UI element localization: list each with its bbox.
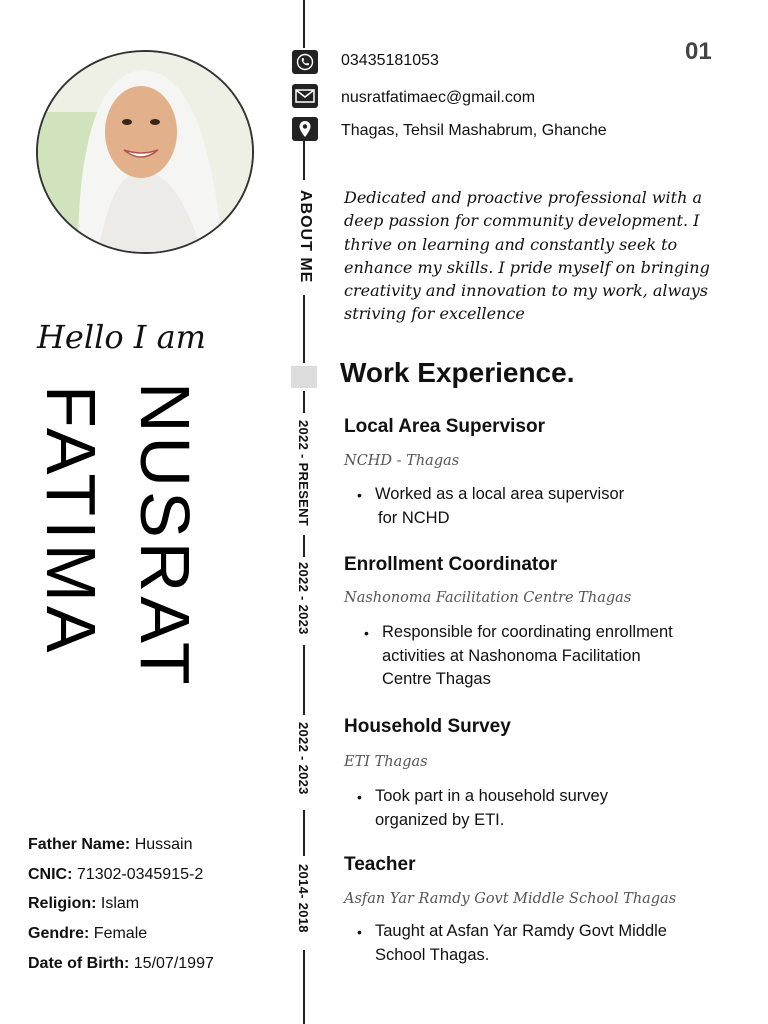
job-organization: NCHD - Thagas [344,453,460,469]
info-cnic: CNIC: 71302-0345915-2 [28,866,204,883]
bullet: • [357,924,362,940]
job-description: Worked as a local area supervisor for NCHD [375,485,625,527]
contact-email: nusratfatimaec@gmail.com [341,89,536,106]
bullet: • [364,625,369,641]
timeline-line [303,391,305,413]
info-religion: Religion: Islam [28,895,140,912]
timeline-line [303,0,305,48]
period-label: 2022 - PRESENT [296,420,311,527]
timeline-line [303,810,305,856]
section-marker [291,366,317,388]
info-date-of-birth: Date of Birth: 15/07/1997 [28,955,214,972]
timeline-line [303,295,305,363]
period-label: 2014- 2018 [296,864,311,933]
bullet: • [357,789,362,805]
period-label: 2022 - 2023 [296,722,311,795]
job-title: Household Survey [344,716,511,737]
about-me-label: ABOUT ME [297,190,314,284]
info-gender: Gendre: Female [28,925,148,942]
work-experience-title: Work Experience. [340,357,575,388]
first-name: NUSRAT [126,382,204,689]
about-me-text: Dedicated and proactive professional with a deep passion for community development. I thrive on learning and constantly seek to enhance my skills. I pride myself on bringing creativity and innovation to my work, always striving for excellence [344,188,710,324]
email-icon [292,84,318,108]
profile-photo [36,50,254,254]
info-father-name: Father Name: Hussain [28,836,193,853]
job-organization: Asfan Yar Ramdy Govt Middle School Thagas [344,891,677,907]
job-description: Took part in a household survey organized by ETI. [375,787,608,829]
job-organization: Nashonoma Facilitation Centre Thagas [344,590,632,606]
contact-address: Thagas, Tehsil Mashabrum, Ghanche [341,122,607,139]
job-title: Teacher [344,854,416,875]
location-icon [292,117,318,141]
period-label: 2022 - 2023 [296,562,311,635]
timeline-line [303,950,305,1024]
job-organization: ETI Thagas [344,754,428,770]
job-description: Taught at Asfan Yar Ramdy Govt Middle School Thagas. [375,922,667,964]
phone-icon [292,50,318,74]
greeting: Hello I am [37,318,206,356]
bullet: • [357,487,362,503]
timeline-line [303,535,305,557]
last-name: FATIMA [32,385,110,657]
page-number: 01 [685,38,712,65]
job-title: Local Area Supervisor [344,416,545,437]
timeline-line [303,645,305,715]
contact-phone: 03435181053 [341,52,439,69]
job-description: Responsible for coordinating enrollment activities at Nashonoma Facilitation Centre Thagas [382,623,673,688]
timeline-line [303,140,305,180]
job-title: Enrollment Coordinator [344,554,558,575]
